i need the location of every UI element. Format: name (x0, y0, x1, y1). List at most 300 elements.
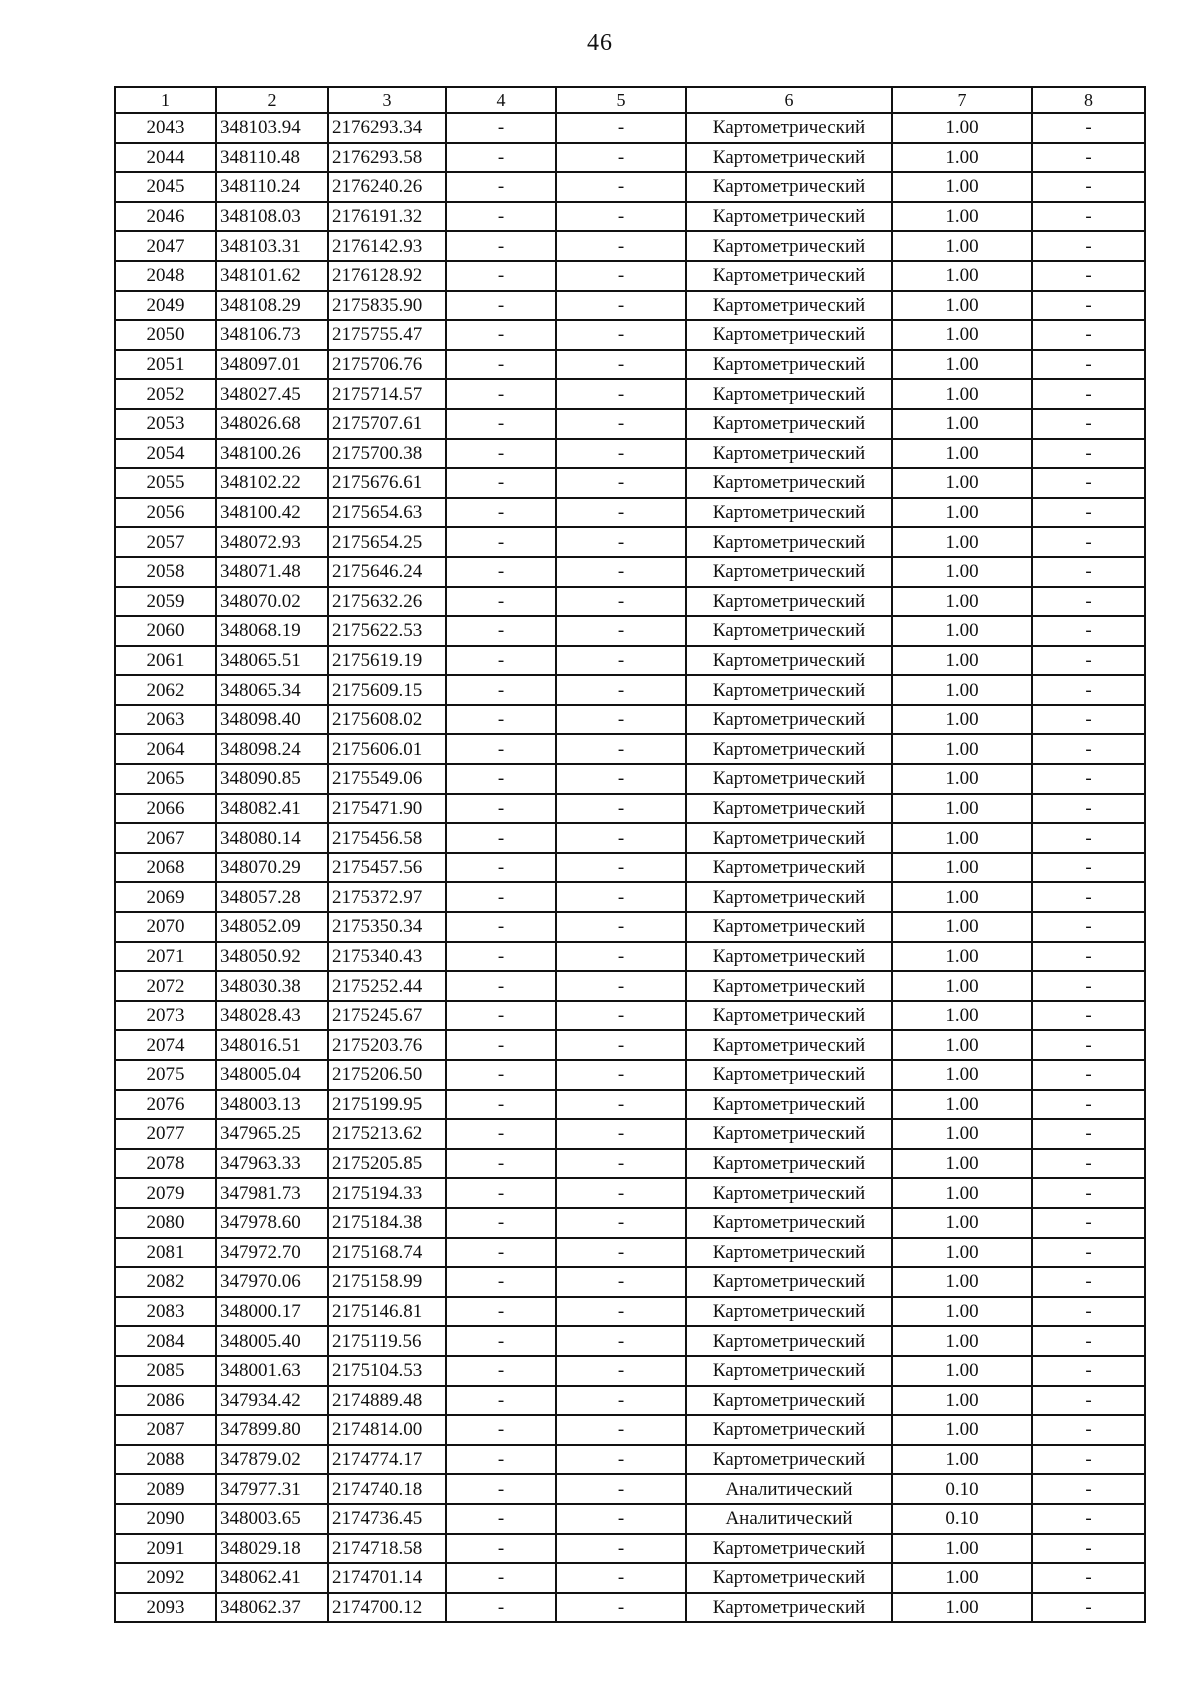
y-coordinate-cell: 2175205.85 (328, 1149, 446, 1179)
accuracy-cell: 1.00 (892, 439, 1032, 469)
method-cell: Картометрический (686, 794, 892, 824)
method-cell: Картометрический (686, 1238, 892, 1268)
column-4-cell: - (446, 527, 556, 557)
accuracy-cell: 1.00 (892, 1208, 1032, 1238)
x-coordinate-cell: 348100.42 (216, 498, 328, 528)
method-cell: Картометрический (686, 912, 892, 942)
column-5-cell: - (556, 409, 686, 439)
method-cell: Картометрический (686, 557, 892, 587)
column-8-cell: - (1032, 764, 1145, 794)
x-coordinate-cell: 348027.45 (216, 379, 328, 409)
table-row (115, 882, 1145, 912)
column-8-cell: - (1032, 1504, 1145, 1534)
column-4-cell: - (446, 439, 556, 469)
table-row (115, 202, 1145, 232)
column-8-cell: - (1032, 705, 1145, 735)
x-coordinate-cell: 348103.31 (216, 231, 328, 261)
y-coordinate-cell: 2175199.95 (328, 1090, 446, 1120)
column-8-cell: - (1032, 1030, 1145, 1060)
column-4-cell: - (446, 1504, 556, 1534)
accuracy-cell: 1.00 (892, 1445, 1032, 1475)
point-number-cell: 2084 (115, 1326, 216, 1356)
point-number-cell: 2083 (115, 1297, 216, 1327)
accuracy-cell: 1.00 (892, 1297, 1032, 1327)
method-cell: Картометрический (686, 1445, 892, 1475)
accuracy-cell: 1.00 (892, 1238, 1032, 1268)
column-5-cell: - (556, 942, 686, 972)
table-row (115, 794, 1145, 824)
column-5-cell: - (556, 439, 686, 469)
column-5-cell: - (556, 143, 686, 173)
column-8-cell: - (1032, 409, 1145, 439)
y-coordinate-cell: 2175158.99 (328, 1267, 446, 1297)
point-number-cell: 2086 (115, 1386, 216, 1416)
point-number-cell: 2076 (115, 1090, 216, 1120)
y-coordinate-cell: 2175707.61 (328, 409, 446, 439)
point-number-cell: 2065 (115, 764, 216, 794)
point-number-cell: 2080 (115, 1208, 216, 1238)
point-number-cell: 2082 (115, 1267, 216, 1297)
x-coordinate-cell: 347899.80 (216, 1415, 328, 1445)
y-coordinate-cell: 2175471.90 (328, 794, 446, 824)
y-coordinate-cell: 2176128.92 (328, 261, 446, 291)
column-5-cell: - (556, 498, 686, 528)
point-number-cell: 2087 (115, 1415, 216, 1445)
y-coordinate-cell: 2175119.56 (328, 1326, 446, 1356)
point-number-cell: 2081 (115, 1238, 216, 1268)
column-4-cell: - (446, 675, 556, 705)
accuracy-cell: 1.00 (892, 1386, 1032, 1416)
column-5-cell: - (556, 1178, 686, 1208)
y-coordinate-cell: 2176293.34 (328, 113, 446, 143)
accuracy-cell: 1.00 (892, 261, 1032, 291)
column-8-cell: - (1032, 1386, 1145, 1416)
column-8-cell: - (1032, 172, 1145, 202)
accuracy-cell: 1.00 (892, 1563, 1032, 1593)
column-8-cell: - (1032, 202, 1145, 232)
y-coordinate-cell: 2175654.63 (328, 498, 446, 528)
column-8-cell: - (1032, 291, 1145, 321)
table-row (115, 320, 1145, 350)
column-8-cell: - (1032, 794, 1145, 824)
column-5-cell: - (556, 1563, 686, 1593)
x-coordinate-cell: 348016.51 (216, 1030, 328, 1060)
column-4-cell: - (446, 1534, 556, 1564)
x-coordinate-cell: 348005.40 (216, 1326, 328, 1356)
table-header-row (115, 87, 1145, 113)
column-4-cell: - (446, 764, 556, 794)
column-4-cell: - (446, 202, 556, 232)
table-row (115, 1415, 1145, 1445)
x-coordinate-cell: 348110.24 (216, 172, 328, 202)
column-8-cell: - (1032, 646, 1145, 676)
column-4-cell: - (446, 1090, 556, 1120)
method-cell: Аналитический (686, 1474, 892, 1504)
column-8-cell: - (1032, 1149, 1145, 1179)
table-row (115, 1060, 1145, 1090)
method-cell: Картометрический (686, 646, 892, 676)
y-coordinate-cell: 2174774.17 (328, 1445, 446, 1475)
accuracy-cell: 1.00 (892, 853, 1032, 883)
column-4-cell: - (446, 350, 556, 380)
point-number-cell: 2077 (115, 1119, 216, 1149)
column-8-cell: - (1032, 1001, 1145, 1031)
table-row (115, 1238, 1145, 1268)
column-8-cell: - (1032, 1356, 1145, 1386)
column-4-cell: - (446, 942, 556, 972)
table-row (115, 1178, 1145, 1208)
x-coordinate-cell: 348097.01 (216, 350, 328, 380)
accuracy-cell: 1.00 (892, 172, 1032, 202)
method-cell: Картометрический (686, 1593, 892, 1623)
column-8-cell: - (1032, 261, 1145, 291)
y-coordinate-cell: 2175252.44 (328, 971, 446, 1001)
method-cell: Картометрический (686, 261, 892, 291)
point-number-cell: 2068 (115, 853, 216, 883)
method-cell: Картометрический (686, 1297, 892, 1327)
method-cell: Картометрический (686, 1090, 892, 1120)
y-coordinate-cell: 2175213.62 (328, 1119, 446, 1149)
accuracy-cell: 1.00 (892, 882, 1032, 912)
table-row (115, 1001, 1145, 1031)
column-8-cell: - (1032, 379, 1145, 409)
point-number-cell: 2066 (115, 794, 216, 824)
table-row (115, 1267, 1145, 1297)
y-coordinate-cell: 2175835.90 (328, 291, 446, 321)
point-number-cell: 2089 (115, 1474, 216, 1504)
x-coordinate-cell: 348103.94 (216, 113, 328, 143)
column-8-cell: - (1032, 912, 1145, 942)
column-4-cell: - (446, 113, 556, 143)
column-5-cell: - (556, 1090, 686, 1120)
column-5-cell: - (556, 675, 686, 705)
method-cell: Картометрический (686, 853, 892, 883)
y-coordinate-cell: 2175340.43 (328, 942, 446, 972)
y-coordinate-cell: 2175676.61 (328, 468, 446, 498)
column-5-cell: - (556, 587, 686, 617)
column-4-cell: - (446, 1001, 556, 1031)
y-coordinate-cell: 2175619.19 (328, 646, 446, 676)
y-coordinate-cell: 2175706.76 (328, 350, 446, 380)
point-number-cell: 2075 (115, 1060, 216, 1090)
point-number-cell: 2054 (115, 439, 216, 469)
column-8-cell: - (1032, 1297, 1145, 1327)
column-5-cell: - (556, 261, 686, 291)
column-5-cell: - (556, 291, 686, 321)
x-coordinate-cell: 347981.73 (216, 1178, 328, 1208)
column-4-cell: - (446, 1297, 556, 1327)
column-8-cell: - (1032, 1208, 1145, 1238)
accuracy-cell: 1.00 (892, 498, 1032, 528)
column-4-cell: - (446, 468, 556, 498)
x-coordinate-cell: 348062.37 (216, 1593, 328, 1623)
column-8-cell: - (1032, 675, 1145, 705)
column-8-cell: - (1032, 1415, 1145, 1445)
x-coordinate-cell: 348003.65 (216, 1504, 328, 1534)
column-4-cell: - (446, 1208, 556, 1238)
column-5-cell: - (556, 705, 686, 735)
accuracy-cell: 1.00 (892, 1149, 1032, 1179)
column-5-cell: - (556, 1238, 686, 1268)
table-row (115, 557, 1145, 587)
y-coordinate-cell: 2175606.01 (328, 734, 446, 764)
y-coordinate-cell: 2175350.34 (328, 912, 446, 942)
table-row (115, 764, 1145, 794)
method-cell: Картометрический (686, 1119, 892, 1149)
column-4-cell: - (446, 409, 556, 439)
column-8-cell: - (1032, 882, 1145, 912)
y-coordinate-cell: 2175457.56 (328, 853, 446, 883)
column-8-cell: - (1032, 1326, 1145, 1356)
table-row (115, 409, 1145, 439)
method-cell: Картометрический (686, 942, 892, 972)
column-5-cell: - (556, 1208, 686, 1238)
accuracy-cell: 0.10 (892, 1504, 1032, 1534)
point-number-cell: 2044 (115, 143, 216, 173)
table-row (115, 468, 1145, 498)
x-coordinate-cell: 348071.48 (216, 557, 328, 587)
y-coordinate-cell: 2175622.53 (328, 616, 446, 646)
table-row (115, 172, 1145, 202)
column-5-cell: - (556, 1267, 686, 1297)
column-5-cell: - (556, 527, 686, 557)
column-4-cell: - (446, 498, 556, 528)
table-row (115, 1149, 1145, 1179)
y-coordinate-cell: 2175609.15 (328, 675, 446, 705)
column-4-cell: - (446, 291, 556, 321)
point-number-cell: 2043 (115, 113, 216, 143)
column-4-cell: - (446, 172, 556, 202)
column-header: 1 (115, 87, 216, 113)
accuracy-cell: 1.00 (892, 1090, 1032, 1120)
x-coordinate-cell: 348001.63 (216, 1356, 328, 1386)
column-5-cell: - (556, 853, 686, 883)
column-5-cell: - (556, 1001, 686, 1031)
column-8-cell: - (1032, 1563, 1145, 1593)
table-row (115, 853, 1145, 883)
method-cell: Картометрический (686, 1267, 892, 1297)
table-row (115, 1593, 1145, 1623)
method-cell: Картометрический (686, 291, 892, 321)
point-number-cell: 2067 (115, 823, 216, 853)
column-8-cell: - (1032, 527, 1145, 557)
table-row (115, 971, 1145, 1001)
column-5-cell: - (556, 1445, 686, 1475)
method-cell: Картометрический (686, 439, 892, 469)
column-8-cell: - (1032, 971, 1145, 1001)
x-coordinate-cell: 348090.85 (216, 764, 328, 794)
accuracy-cell: 1.00 (892, 1178, 1032, 1208)
method-cell: Картометрический (686, 379, 892, 409)
y-coordinate-cell: 2174701.14 (328, 1563, 446, 1593)
column-4-cell: - (446, 1593, 556, 1623)
column-5-cell: - (556, 1504, 686, 1534)
table-row (115, 734, 1145, 764)
table-row (115, 1297, 1145, 1327)
column-4-cell: - (446, 1238, 556, 1268)
accuracy-cell: 1.00 (892, 1030, 1032, 1060)
column-4-cell: - (446, 1119, 556, 1149)
point-number-cell: 2046 (115, 202, 216, 232)
accuracy-cell: 1.00 (892, 971, 1032, 1001)
y-coordinate-cell: 2175168.74 (328, 1238, 446, 1268)
column-4-cell: - (446, 734, 556, 764)
x-coordinate-cell: 348098.24 (216, 734, 328, 764)
point-number-cell: 2053 (115, 409, 216, 439)
column-5-cell: - (556, 379, 686, 409)
y-coordinate-cell: 2175184.38 (328, 1208, 446, 1238)
y-coordinate-cell: 2174814.00 (328, 1415, 446, 1445)
accuracy-cell: 1.00 (892, 1534, 1032, 1564)
method-cell: Картометрический (686, 1415, 892, 1445)
x-coordinate-cell: 347970.06 (216, 1267, 328, 1297)
x-coordinate-cell: 348052.09 (216, 912, 328, 942)
column-4-cell: - (446, 1030, 556, 1060)
y-coordinate-cell: 2175206.50 (328, 1060, 446, 1090)
column-4-cell: - (446, 143, 556, 173)
column-8-cell: - (1032, 1238, 1145, 1268)
point-number-cell: 2052 (115, 379, 216, 409)
column-4-cell: - (446, 1445, 556, 1475)
point-number-cell: 2049 (115, 291, 216, 321)
column-8-cell: - (1032, 853, 1145, 883)
column-4-cell: - (446, 1563, 556, 1593)
point-number-cell: 2079 (115, 1178, 216, 1208)
column-8-cell: - (1032, 1119, 1145, 1149)
column-5-cell: - (556, 1060, 686, 1090)
column-4-cell: - (446, 912, 556, 942)
x-coordinate-cell: 348080.14 (216, 823, 328, 853)
column-8-cell: - (1032, 498, 1145, 528)
x-coordinate-cell: 348108.03 (216, 202, 328, 232)
method-cell: Аналитический (686, 1504, 892, 1534)
accuracy-cell: 1.00 (892, 1326, 1032, 1356)
column-4-cell: - (446, 1326, 556, 1356)
point-number-cell: 2069 (115, 882, 216, 912)
table-row (115, 527, 1145, 557)
column-8-cell: - (1032, 1445, 1145, 1475)
column-5-cell: - (556, 113, 686, 143)
column-4-cell: - (446, 1415, 556, 1445)
table-row (115, 1119, 1145, 1149)
x-coordinate-cell: 347978.60 (216, 1208, 328, 1238)
method-cell: Картометрический (686, 143, 892, 173)
table-row (115, 1090, 1145, 1120)
accuracy-cell: 1.00 (892, 143, 1032, 173)
table-row (115, 439, 1145, 469)
table-row (115, 646, 1145, 676)
column-5-cell: - (556, 231, 686, 261)
column-4-cell: - (446, 646, 556, 676)
column-4-cell: - (446, 557, 556, 587)
x-coordinate-cell: 348106.73 (216, 320, 328, 350)
method-cell: Картометрический (686, 705, 892, 735)
x-coordinate-cell: 348072.93 (216, 527, 328, 557)
column-8-cell: - (1032, 587, 1145, 617)
accuracy-cell: 1.00 (892, 291, 1032, 321)
accuracy-cell: 1.00 (892, 942, 1032, 972)
method-cell: Картометрический (686, 350, 892, 380)
accuracy-cell: 1.00 (892, 557, 1032, 587)
x-coordinate-cell: 348062.41 (216, 1563, 328, 1593)
column-5-cell: - (556, 1534, 686, 1564)
y-coordinate-cell: 2175549.06 (328, 764, 446, 794)
column-4-cell: - (446, 823, 556, 853)
y-coordinate-cell: 2175608.02 (328, 705, 446, 735)
x-coordinate-cell: 348029.18 (216, 1534, 328, 1564)
x-coordinate-cell: 348005.04 (216, 1060, 328, 1090)
column-8-cell: - (1032, 320, 1145, 350)
x-coordinate-cell: 348070.02 (216, 587, 328, 617)
x-coordinate-cell: 348100.26 (216, 439, 328, 469)
table-row (115, 231, 1145, 261)
column-5-cell: - (556, 616, 686, 646)
point-number-cell: 2073 (115, 1001, 216, 1031)
method-cell: Картометрический (686, 1208, 892, 1238)
accuracy-cell: 1.00 (892, 320, 1032, 350)
y-coordinate-cell: 2175146.81 (328, 1297, 446, 1327)
accuracy-cell: 1.00 (892, 1060, 1032, 1090)
x-coordinate-cell: 347879.02 (216, 1445, 328, 1475)
point-number-cell: 2072 (115, 971, 216, 1001)
method-cell: Картометрический (686, 764, 892, 794)
x-coordinate-cell: 347977.31 (216, 1474, 328, 1504)
point-number-cell: 2090 (115, 1504, 216, 1534)
x-coordinate-cell: 348057.28 (216, 882, 328, 912)
y-coordinate-cell: 2176240.26 (328, 172, 446, 202)
column-header: 2 (216, 87, 328, 113)
point-number-cell: 2048 (115, 261, 216, 291)
accuracy-cell: 1.00 (892, 1415, 1032, 1445)
method-cell: Картометрический (686, 1149, 892, 1179)
method-cell: Картометрический (686, 734, 892, 764)
y-coordinate-cell: 2176191.32 (328, 202, 446, 232)
column-4-cell: - (446, 1474, 556, 1504)
y-coordinate-cell: 2174736.45 (328, 1504, 446, 1534)
column-5-cell: - (556, 971, 686, 1001)
point-number-cell: 2058 (115, 557, 216, 587)
method-cell: Картометрический (686, 1563, 892, 1593)
column-5-cell: - (556, 1297, 686, 1327)
accuracy-cell: 1.00 (892, 823, 1032, 853)
point-number-cell: 2061 (115, 646, 216, 676)
method-cell: Картометрический (686, 1178, 892, 1208)
point-number-cell: 2085 (115, 1356, 216, 1386)
y-coordinate-cell: 2175646.24 (328, 557, 446, 587)
column-8-cell: - (1032, 942, 1145, 972)
column-header: 3 (328, 87, 446, 113)
column-5-cell: - (556, 1593, 686, 1623)
column-5-cell: - (556, 764, 686, 794)
y-coordinate-cell: 2175700.38 (328, 439, 446, 469)
accuracy-cell: 1.00 (892, 379, 1032, 409)
accuracy-cell: 1.00 (892, 1001, 1032, 1031)
y-coordinate-cell: 2174740.18 (328, 1474, 446, 1504)
x-coordinate-cell: 348030.38 (216, 971, 328, 1001)
column-4-cell: - (446, 1149, 556, 1179)
table-row (115, 498, 1145, 528)
method-cell: Картометрический (686, 231, 892, 261)
y-coordinate-cell: 2175372.97 (328, 882, 446, 912)
column-5-cell: - (556, 557, 686, 587)
column-8-cell: - (1032, 468, 1145, 498)
accuracy-cell: 1.00 (892, 409, 1032, 439)
y-coordinate-cell: 2175456.58 (328, 823, 446, 853)
column-5-cell: - (556, 646, 686, 676)
column-4-cell: - (446, 379, 556, 409)
table-row (115, 1356, 1145, 1386)
column-4-cell: - (446, 261, 556, 291)
